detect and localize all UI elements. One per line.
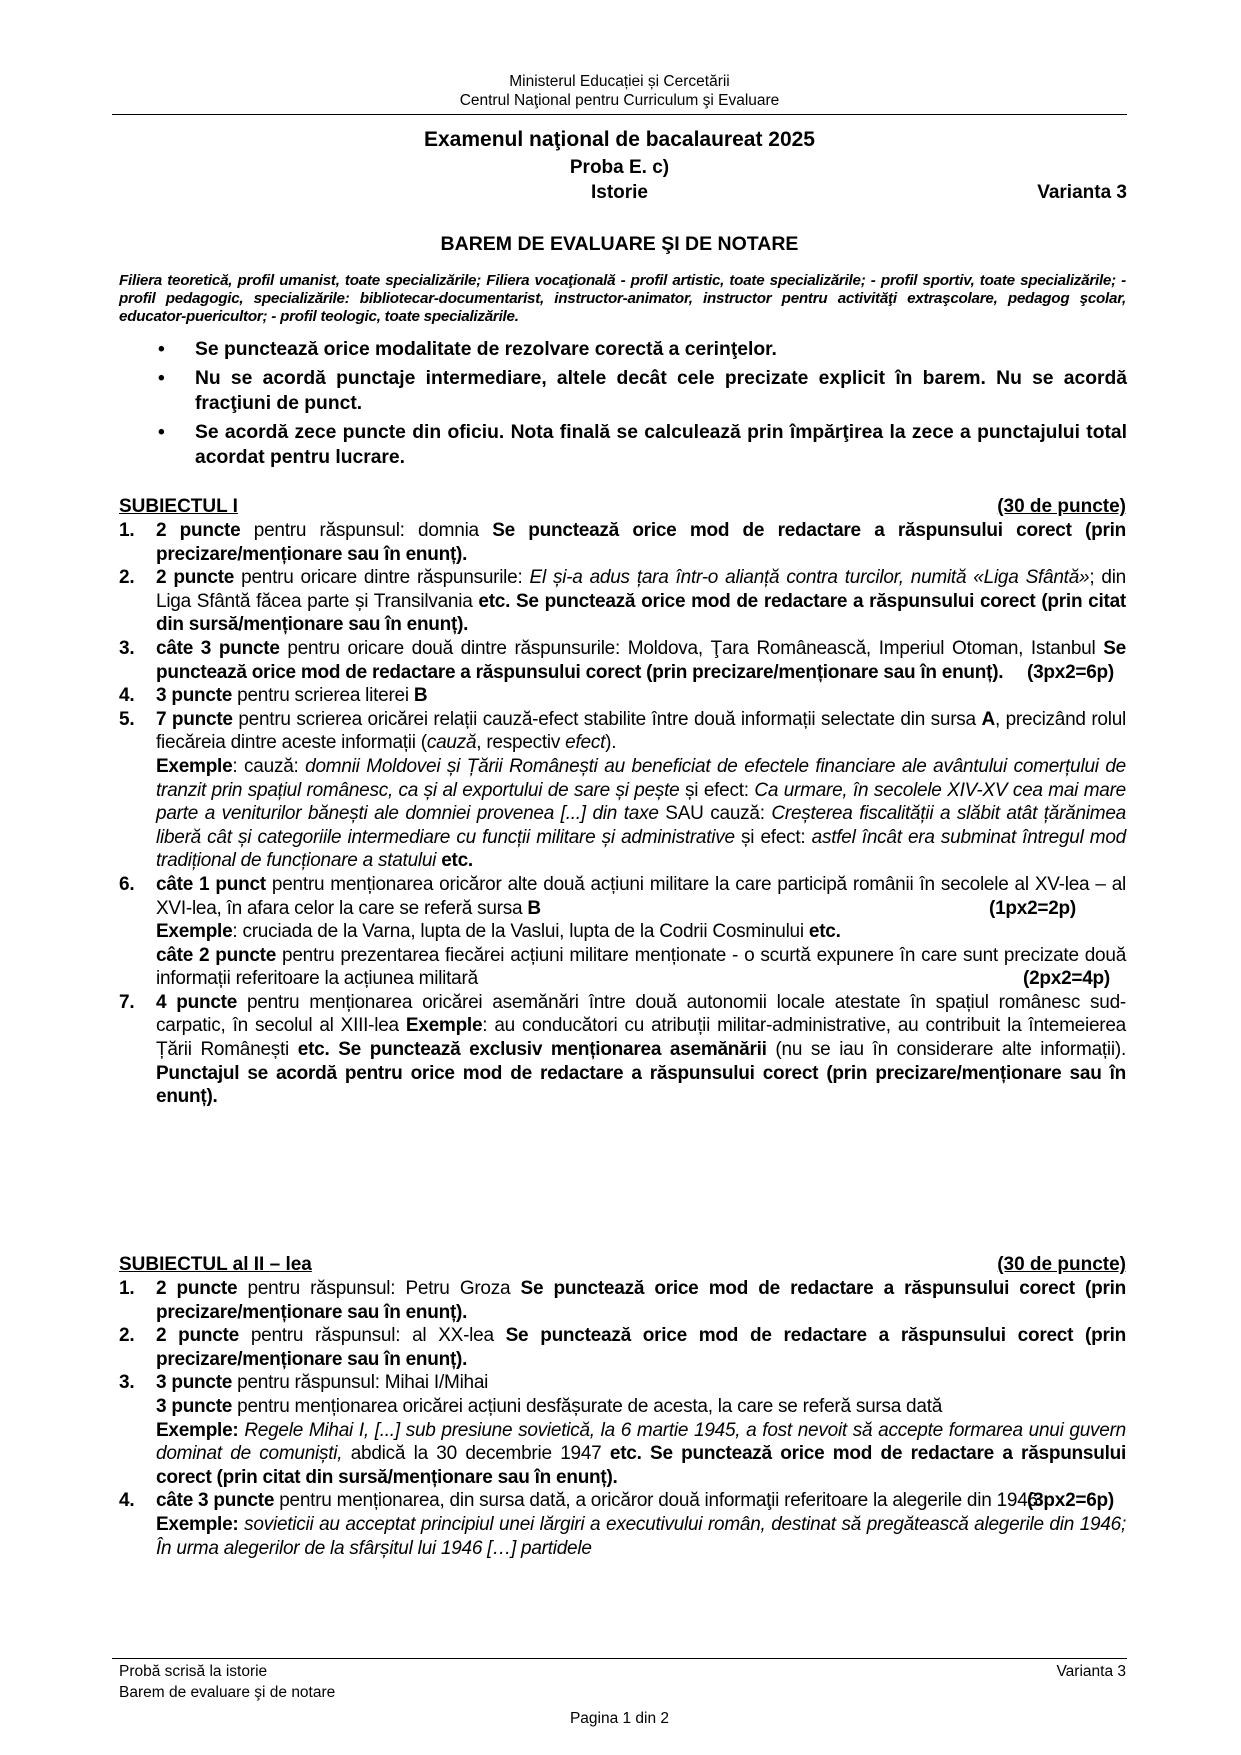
subiect-2-item-1: 1. 2 puncte pentru răspunsul: Petru Groza Se punctează orice mod de redactare a răspunsului corect (prin precizare/menționare sau în enunț). (119, 1278, 1127, 1323)
exam-proba: Proba E. c) (569, 157, 670, 178)
subiect-2-item-2: 2. 2 puncte pentru răspunsul: al XX-lea Se punctează orice mod de redactare a răspunsului corect (prin precizare/menționare sau în enunț). (119, 1325, 1127, 1370)
subiect-1-item-6-examples: Exemple: cruciada de la Varna, lupta de la Vaslui, lupta de la Codrii Cosminului etc. (156, 921, 841, 943)
subiect-1-item-1: 1. 2 puncte pentru răspunsul: domnia Se punctează orice mod de redactare a răspunsului corect (prin precizare/menționare sau în enunț). (119, 520, 1127, 565)
subiect-2-section (119, 1253, 1126, 1560)
item-points: (3px2=6p) (1027, 1490, 1114, 1512)
footer-divider (112, 1658, 1127, 1659)
barem-title: BAREM DE EVALUARE ŞI DE NOTARE (440, 233, 799, 255)
subiect-1-item-7: 7. 4 puncte pentru menționarea oricărei asemănări între două autonomii locale atestate în spațiul românesc sud-carpatic, în secolul al XIII-lea Exemple: au conducători cu atribuții militar-administrative, au contribuit la întemeierea Țării Românești etc. Se punctează exclusiv menționarea asemănării (nu se iau în considerare alte informații). Punctajul se acordă pentru orice mod de redactare a răspunsului corect (prin precizare/menționare sau în enunț). (119, 991, 1126, 1108)
rule-item: • Se acordă zece puncte din oficiu. Nota finală se calculează prin împărţirea la zece a punctajului total acordat pentru lucrare. (158, 422, 1127, 468)
bullet-icon: • (158, 422, 165, 443)
subiect-1-item-5: 5. 7 puncte pentru scrierea oricărei relații cauză-efect stabilite între două informații selectate din sursa A, precizând rolul fiecăreia dintre aceste informații (cauză, respectiv efect). Exemple: cauză: domnii Moldovei și Țării Românești au beneficiat de efectele financiare ale avântului comerțului de tranzit prin spațiul românesc, ca și al exportului de sare și pește și efect: Ca urmare, în secolele XIV-XV cea mai mare parte a veniturilor bănești ale domniei provenea [...] din taxe SAU cauză: Creșterea fiscalității a slăbit atât țărănimea liberă cât și categoriile intermediare cu funcții militare și administrative și efect: astfel încât era subminat întregul mod tradițional de funcționare a statului etc. (119, 708, 1127, 872)
center-name: Centrul Naţional pentru Curriculum şi Evaluare (459, 92, 780, 109)
subiect-2-item-3: 3. 3 puncte pentru răspunsul: Mihai I/Mihai 3 puncte pentru menționarea oricărei acțiuni desfășurate de acesta, la care se referă sursa dată Exemple: Regele Mihai I, [...] sub presiune sovietică, la 6 martie 1945, a fost nevoit să accepte formarea unui guvern dominat de comuniști, abdică la 30 decembrie 1947 etc. Se punctează orice mod de redactare a răspunsului corect (prin citat din sursă/menționare sau în enunț). (119, 1372, 1126, 1488)
subiect-1-points: (30 de puncte) (997, 496, 1126, 517)
subiect-1-item-6: 6. câte 1 punct pentru menționarea oricăror alte două acțiuni militare la care participă românii în secolele al XV-lea – al XVI-lea, în afara celor la care se referă sursa B (1px2=2p) Exemple: cruciada de la Varna, lupta de la Vaslui, lupta de la Codrii Cosminului etc. câte 2 puncte pentru prezentarea fiecărei acțiuni militare menționate - o scurtă expunere în care sunt precizate două informații referitoare la acțiunea militară (2px2=4p) (119, 873, 1127, 990)
subiect-1-section (119, 495, 1126, 1109)
subiect-1-item-5-examples: Exemple: cauză: domnii Moldovei și Țării Românești au beneficiat de efectele financiare ale avântului comerțului de tranzit prin spațiul românesc, ca și al exportului de sare și pește și efect: Ca urmare, în secolele XIV-XV cea mai mare parte a veniturilor bănești ale domniei provenea [...] din taxe SAU cauză: Creșterea fiscalității a slăbit atât țărănimea liberă cât și categoriile intermediare cu funcții militare și administrative și efect: astfel încât era subminat întregul mod tradițional de funcționare a statului etc. (156, 755, 1126, 872)
footer-variant: Varianta 3 (1056, 1663, 1126, 1680)
filiera-text: Filiera teoretică, profil umanist, toate specializările; Filiera vocaţională - profil artistic, toate specializările; - profil sportiv, toate specializările; - profil pedagogic, specializările: bibliotecar-documentarist, instructor-animator, instructor pentru activităţi extraşcolare, pedagog şcolar, educator-puericultor; - profil teologic, toate specializările. (119, 272, 1126, 325)
general-rules (112, 337, 1127, 474)
subiect-1-item-2: 2. 2 puncte pentru oricare dintre răspunsurile: El și-a adus țara într-o alianță contra turcilor, numită «Liga Sfântă»; din Liga Sfântă făcea parte și Transilvania etc. Se punctează orice mod de redactare a răspunsului corect (prin citat din sursă/menționare sau în enunț). (119, 567, 1126, 636)
subiect-2-points: (30 de puncte) (997, 1254, 1126, 1275)
subiect-2-item-3-examples: Exemple: Regele Mihai I, [...] sub presiune sovietică, la 6 martie 1945, a fost nevoit să accepte formarea unui guvern dominat de comuniști, abdică la 30 decembrie 1947 etc. Se punctează orice mod de redactare a răspunsului corect (prin citat din sursă/menționare sau în enunț). (156, 1419, 1126, 1488)
subiect-1-title: SUBIECTUL I (119, 496, 238, 517)
footer-left (119, 1661, 335, 1703)
footer-exam-name: Probă scrisă la istorie (119, 1663, 268, 1680)
ministry-header (112, 72, 1127, 110)
subiect-2-heading (119, 1253, 1126, 1276)
bullet-icon: • (158, 339, 165, 360)
item-points: (3px2=6p) (1027, 661, 1114, 683)
subiect-2-title: SUBIECTUL al II – lea (119, 1254, 312, 1275)
rule-item: • Se punctează orice modalitate de rezolvare corectă a cerinţelor. (158, 339, 777, 360)
item-points: (2px2=4p) (1023, 968, 1110, 990)
header-divider (112, 114, 1127, 115)
page-number: Pagina 1 din 2 (569, 1710, 670, 1727)
footer-barem-name: Barem de evaluare şi de notare (119, 1684, 336, 1701)
rule-item: • Nu se acordă punctaje intermediare, altele decât cele precizate explicit în barem. Nu se acordă fracţiuni de punct. (158, 368, 1127, 414)
subiect-2-item-4: 4. câte 3 puncte pentru menționarea, din sursa dată, a oricăror două informaţii referitoare la alegerile din 1946 (3px2=6p) Exemple: sovieticii au acceptat principiul unei lărgiri a executivului român, destinat să pregătească alegerile din 1946; În urma alegerilor de la sfârșitul lui 1946 […] partidele (119, 1490, 1126, 1559)
exam-subject: Istorie (590, 182, 649, 203)
subiect-1-item-4: 4. 3 puncte pentru scrierea literei B (119, 685, 428, 707)
subiect-2-item-4-examples: Exemple: sovieticii au acceptat principiul unei lărgiri a executivului român, destinat să pregătească alegerile din 1946; În urma alegerilor de la sfârșitul lui 1946 […] partidele (156, 1513, 1126, 1559)
exam-variant: Varianta 3 (1037, 182, 1127, 203)
bullet-icon: • (158, 368, 165, 389)
ministry-name: Ministerul Educației și Cercetării (509, 73, 730, 90)
item-points: (1px2=2p) (989, 897, 1076, 919)
subiect-1-heading (119, 495, 1126, 518)
exam-title: Examenul naţional de bacalaureat 2025 (423, 128, 815, 151)
subiect-1-item-3: 3. câte 3 puncte pentru oricare două dintre răspunsurile: Moldova, Ţara Românească, Imperiul Otoman, Istanbul Se punctează orice mod de redactare a răspunsului corect (prin precizare/menționare sau în enunț). (3px2=6p) (119, 637, 1126, 683)
